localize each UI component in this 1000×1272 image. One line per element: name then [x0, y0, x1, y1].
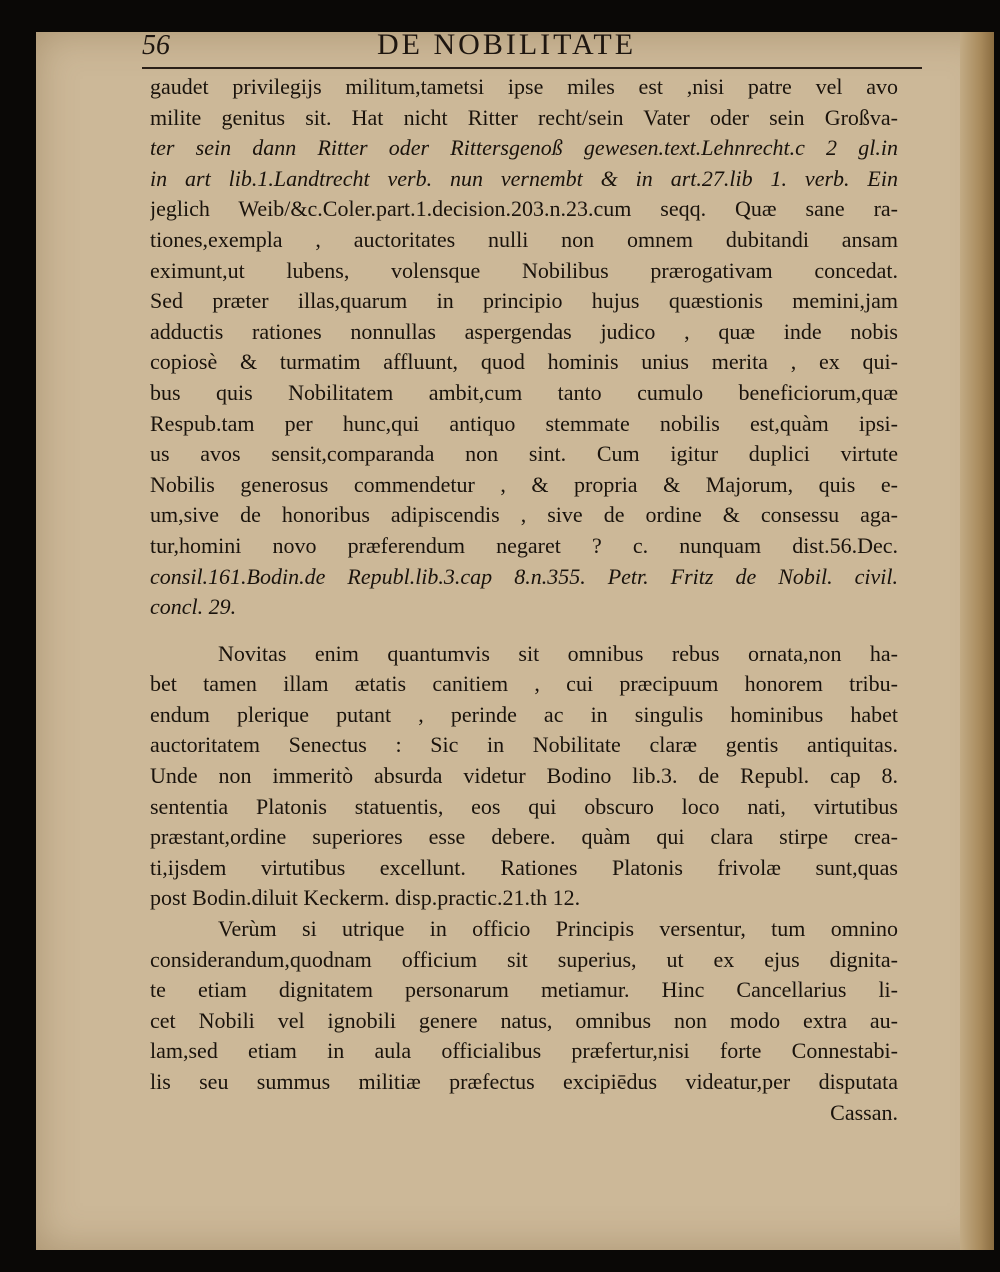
- text-line: Sed præter illas,quarum in principio hujus quæstionis memini,jam: [150, 288, 898, 314]
- header-rule: [142, 67, 922, 69]
- text-line: Verùm si utrique in officio Principis versentur, tum omnino: [218, 916, 898, 942]
- text-line: us avos sensit,comparanda non sint. Cum igitur duplici virtute: [150, 441, 898, 467]
- text-line: Nobilis generosus commendetur , & propria & Majorum, quis e-: [150, 471, 898, 497]
- text-line: cet Nobili vel ignobili genere natus, omnibus non modo extra au-: [150, 1007, 898, 1033]
- text-line: consil.161.Bodin.de Republ.lib.3.cap 8.n.355. Petr. Fritz de Nobil. civil.: [150, 563, 898, 589]
- text-line: in art lib.1.Landtrecht verb. nun vernembt & in art.27.lib 1. verb. Ein: [150, 165, 898, 191]
- page-number: 56: [142, 30, 170, 61]
- text-line: endum plerique putant , perinde ac in singulis hominibus habet: [150, 701, 898, 727]
- text-line: post Bodin.diluit Keckerm. disp.practic.21.th 12.: [150, 885, 581, 911]
- text-line: bet tamen illam ætatis canitiem , cui præcipuum honorem tribu-: [150, 671, 898, 697]
- text-line: jeglich Weib/&c.Coler.part.1.decision.203.n.23.cum seqq. Quæ sane ra-: [150, 196, 898, 222]
- page-edge: [960, 32, 994, 1250]
- text-line: Unde non immeritò absurda videtur Bodino lib.3. de Republ. cap 8.: [150, 763, 898, 789]
- text-line: um,sive de honoribus adipiscendis , sive de ordine & consessu aga-: [150, 502, 898, 528]
- page-header: [142, 28, 902, 70]
- text-line: tiones,exempla , auctoritates nulli non omnem dubitandi ansam: [150, 226, 898, 252]
- text-line: concl. 29.: [150, 594, 237, 620]
- text-line: milite genitus sit. Hat nicht Ritter recht/sein Vater oder sein Großva-: [150, 104, 898, 130]
- text-line: ter sein dann Ritter oder Rittersgenoß gewesen.text.Lehnrecht.c 2 gl.in: [150, 135, 898, 161]
- running-title: DE NOBILITATE: [377, 28, 637, 61]
- text-line: tur,homini novo præferendum negaret ? c. nunquam dist.56.Dec.: [150, 532, 898, 558]
- text-line: Novitas enim quantumvis sit omnibus rebus ornata,non ha-: [218, 640, 898, 666]
- text-line: eximunt,ut lubens, volensque Nobilibus prærogativam concedat.: [150, 257, 898, 283]
- catchword: Cassan.: [830, 1099, 898, 1125]
- text-line: lam,sed etiam in aula officialibus præfertur,nisi forte Connestabi-: [150, 1038, 898, 1064]
- body-text: [150, 72, 898, 1128]
- text-line: gaudet privilegijs militum,tametsi ipse miles est ,nisi patre vel avo: [150, 74, 898, 99]
- text-line: te etiam dignitatem personarum metiamur. Hinc Cancellarius li-: [150, 977, 898, 1003]
- text-line: auctoritatem Senectus : Sic in Nobilitate claræ gentis antiquitas.: [150, 732, 898, 758]
- text-line: considerandum,quodnam officium sit superius, ut ex ejus dignita-: [150, 946, 898, 972]
- text-line: sententia Platonis statuentis, eos qui obscuro loco nati, virtutibus: [150, 793, 898, 819]
- text-line: adductis rationes nonnullas aspergendas judico , quæ inde nobis: [150, 318, 898, 344]
- text-line: Respub.tam per hunc,qui antiquo stemmate nobilis est,quàm ipsi-: [150, 410, 898, 436]
- text-line: copiosè & turmatim affluunt, quod hominis unius merita , ex qui-: [150, 349, 898, 375]
- text-line: lis seu summus militiæ præfectus excipiēdus videatur,per disputata: [150, 1069, 898, 1094]
- text-line: ti,ijsdem virtutibus excellunt. Rationes Platonis frivolæ sunt,quas: [150, 854, 898, 880]
- text-line: præstant,ordine superiores esse debere. quàm qui clara stirpe crea-: [150, 824, 898, 850]
- text-line: bus quis Nobilitatem ambit,cum tanto cumulo beneficiorum,quæ: [150, 379, 898, 405]
